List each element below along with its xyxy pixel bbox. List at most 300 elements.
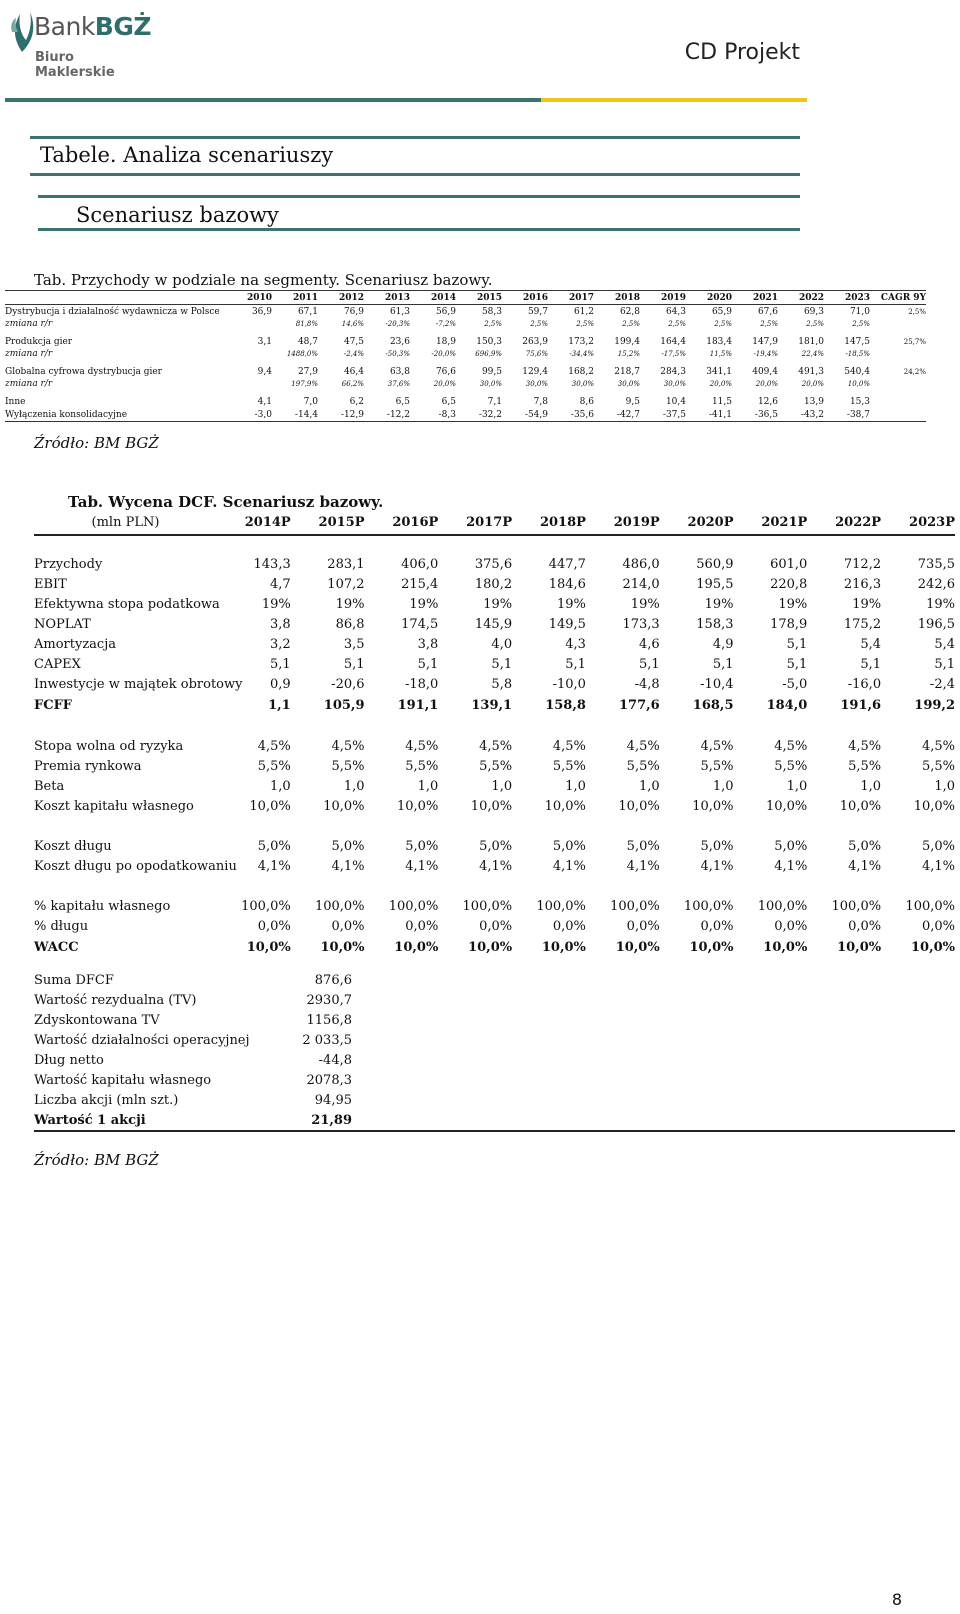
leaf-logo-icon <box>8 10 34 54</box>
value-cell: 107,2 <box>327 576 365 592</box>
value-cell: 10,0% <box>320 939 365 955</box>
value-cell: 10,0% <box>847 380 870 388</box>
table-row <box>34 970 955 990</box>
value-cell: 5,1 <box>786 636 808 652</box>
value-cell: 12,6 <box>757 396 778 407</box>
value-cell: 1,0 <box>343 778 365 794</box>
year-header: 2020P <box>660 510 734 535</box>
empty-cell <box>352 1010 955 1030</box>
year-header: 2018P <box>512 510 586 535</box>
row-label: Globalna cyfrowa dystrybucja gier <box>5 366 162 377</box>
logo-bgz-text: BGŻ <box>94 12 151 41</box>
year-header: 2022P <box>807 510 881 535</box>
value-cell: 197,9% <box>291 380 318 388</box>
year-header: 2017 <box>548 291 594 305</box>
value-cell: 10,0% <box>544 798 586 814</box>
value-cell: -10,0 <box>552 676 586 692</box>
header-bar-teal <box>5 98 541 102</box>
value-cell: 47,5 <box>343 336 364 347</box>
value-cell: 4,0 <box>491 636 513 652</box>
empty-cell <box>352 1090 955 1110</box>
value-cell: 218,7 <box>614 366 640 377</box>
value-cell: 2,5% <box>484 320 502 328</box>
value-cell: -5,0 <box>782 676 808 692</box>
row-label: Zdyskontowana TV <box>34 1012 160 1028</box>
year-header: 2015P <box>291 510 365 535</box>
value-cell: 10,0% <box>910 939 955 955</box>
row-label: Wartość działalności operacyjnej <box>34 1032 250 1048</box>
value-cell: 5,0% <box>774 838 808 854</box>
value-cell: 560,9 <box>696 556 734 572</box>
value-cell: 4,7 <box>270 576 291 592</box>
value-cell: 540,4 <box>844 366 870 377</box>
cagr-cell <box>870 408 926 422</box>
value-cell: 10,0% <box>615 939 660 955</box>
value-cell: 1,0 <box>786 778 808 794</box>
value-cell: 4,1% <box>405 858 439 874</box>
value-cell: 20,0% <box>801 380 824 388</box>
value-cell: 20,0% <box>433 380 456 388</box>
value-cell: 0,0% <box>479 918 513 934</box>
value-cell: 183,4 <box>706 336 732 347</box>
value-cell: 184,6 <box>548 576 586 592</box>
year-header: 2021P <box>734 510 808 535</box>
year-header: 2020 <box>686 291 732 305</box>
value-cell: 18,9 <box>435 336 456 347</box>
page-number: 8 <box>891 1590 902 1609</box>
value-cell: 100,0% <box>610 898 660 914</box>
value-cell: 7,1 <box>487 396 502 407</box>
table-row <box>34 1090 955 1110</box>
value-cell: 10,0% <box>763 939 808 955</box>
year-header: 2023 <box>824 291 870 305</box>
value-cell: 19% <box>852 596 882 612</box>
section-title-top-line <box>30 136 800 139</box>
value-cell: 1,0 <box>639 778 660 794</box>
table-row <box>34 614 955 634</box>
value-cell: 4,5% <box>331 738 365 754</box>
row-label: Koszt długu po opodatkowaniu <box>34 858 237 874</box>
table-row <box>34 936 955 958</box>
value-cell: 3,8 <box>417 636 439 652</box>
value-cell: 1156,8 <box>306 1012 352 1028</box>
value-cell: 447,7 <box>548 556 586 572</box>
value-cell: -16,0 <box>847 676 882 692</box>
row-label: Koszt długu <box>34 838 112 854</box>
value-cell: 0,0% <box>552 918 586 934</box>
value-cell: -42,7 <box>594 408 640 422</box>
source-note-2: Źródło: BM BGŻ <box>34 1151 159 1169</box>
value-cell: 4,5% <box>921 738 955 754</box>
value-cell: -36,5 <box>732 408 778 422</box>
value-cell: 1,0 <box>712 778 734 794</box>
table-row <box>34 1070 955 1090</box>
value-cell: 6,5 <box>441 396 456 407</box>
table-row <box>5 348 926 360</box>
table-row <box>5 318 926 330</box>
value-cell: 5,1 <box>786 656 808 672</box>
segments-revenue-table <box>5 290 926 422</box>
row-label: WACC <box>34 939 79 955</box>
value-cell: 0,0% <box>405 918 439 934</box>
cagr-cell: 2,5% <box>908 307 926 316</box>
value-cell: 4,1% <box>479 858 513 874</box>
value-cell: 5,5% <box>257 758 291 774</box>
value-cell: 2,5% <box>576 320 594 328</box>
year-header: 2019P <box>586 510 660 535</box>
value-cell: 10,0% <box>541 939 586 955</box>
value-cell: 0,0% <box>626 918 660 934</box>
year-header: 2017P <box>438 510 512 535</box>
table-row <box>34 1050 955 1070</box>
table-row <box>34 990 955 1010</box>
value-cell: 2,5% <box>852 320 870 328</box>
value-cell: 21,89 <box>252 1110 352 1131</box>
value-cell: 5,5% <box>331 758 365 774</box>
row-label: Beta <box>34 778 65 794</box>
value-cell: -54,9 <box>502 408 548 422</box>
value-cell: -3,0 <box>226 408 272 422</box>
empty-cell <box>352 990 955 1010</box>
value-cell: 10,0% <box>246 939 291 955</box>
value-cell: 173,2 <box>568 336 594 347</box>
value-cell: 2,5% <box>714 320 732 328</box>
value-cell: 63,8 <box>389 366 410 377</box>
value-cell: 30,0% <box>617 380 640 388</box>
value-cell: 86,8 <box>335 616 365 632</box>
value-cell: 19% <box>483 596 513 612</box>
value-cell: 5,1 <box>860 656 882 672</box>
value-cell: 129,4 <box>522 366 548 377</box>
empty-cell <box>352 970 955 990</box>
year-header: 2015 <box>456 291 502 305</box>
spacer-cell <box>34 535 955 554</box>
section-title: Tabele. Analiza scenariuszy <box>40 143 334 167</box>
year-header: 2022 <box>778 291 824 305</box>
value-cell: 168,5 <box>692 697 734 713</box>
row-label: Inwestycje w majątek obrotowy <box>34 676 243 692</box>
row-label: NOPLAT <box>34 616 91 632</box>
value-cell: 100,0% <box>241 898 291 914</box>
table-row <box>34 776 955 796</box>
table-row <box>34 694 955 716</box>
table-row <box>34 654 955 674</box>
table-row <box>34 1030 955 1050</box>
value-cell: 4,1% <box>626 858 660 874</box>
value-cell: -50,3% <box>385 350 410 358</box>
value-cell: 56,9 <box>435 306 456 317</box>
value-cell: 0,0% <box>774 918 808 934</box>
value-cell: 5,1 <box>565 656 586 672</box>
value-cell: 67,6 <box>757 306 778 317</box>
value-cell: 5,0% <box>257 838 291 854</box>
header-bar-yellow <box>541 98 807 102</box>
value-cell: 100,0% <box>757 898 808 914</box>
row-label: Koszt kapitału własnego <box>34 798 194 814</box>
table-row <box>34 674 955 694</box>
row-label: zmiana r/r <box>5 349 53 359</box>
value-cell: 5,1 <box>712 656 734 672</box>
cagr-header: CAGR 9Y <box>870 291 926 305</box>
value-cell: 5,8 <box>491 676 513 692</box>
value-cell: -7,2% <box>435 320 456 328</box>
value-cell: 712,2 <box>843 556 882 572</box>
value-cell: 164,4 <box>660 336 686 347</box>
value-cell: 199,2 <box>914 697 955 713</box>
value-cell: 3,2 <box>270 636 291 652</box>
value-cell: 4,5% <box>848 738 882 754</box>
value-cell: 283,1 <box>327 556 365 572</box>
value-cell: 10,0% <box>397 798 439 814</box>
spacer-row <box>34 535 955 554</box>
value-cell: 216,3 <box>843 576 882 592</box>
table-row <box>5 408 926 422</box>
value-cell: 1,0 <box>270 778 291 794</box>
year-header: 2023P <box>881 510 955 535</box>
value-cell: 75,6% <box>525 350 548 358</box>
value-cell: 100,0% <box>683 898 734 914</box>
year-header: 2016 <box>502 291 548 305</box>
value-cell: 7,0 <box>303 396 318 407</box>
row-label: FCFF <box>34 697 73 713</box>
value-cell: 100,0% <box>314 898 365 914</box>
table-row <box>34 836 955 856</box>
value-cell: 105,9 <box>323 697 365 713</box>
value-cell: -17,5% <box>661 350 686 358</box>
table-row <box>5 335 926 348</box>
value-cell: 174,5 <box>401 616 439 632</box>
segments-table-caption: Tab. Przychody w podziale na segmenty. Scenariusz bazowy. <box>34 271 493 289</box>
value-cell: -20,6 <box>331 676 365 692</box>
value-cell: 199,4 <box>614 336 640 347</box>
value-cell: -35,6 <box>548 408 594 422</box>
value-cell: 6,2 <box>349 396 364 407</box>
value-cell: -4,8 <box>634 676 660 692</box>
row-label: % kapitału własnego <box>34 898 171 914</box>
value-cell: 147,9 <box>752 336 778 347</box>
subsection-title-bottom-line <box>38 228 800 231</box>
value-cell: 191,1 <box>397 697 439 713</box>
value-cell: 4,1% <box>774 858 808 874</box>
value-cell: 242,6 <box>917 576 955 592</box>
bank-bgz-logo <box>8 6 158 80</box>
value-cell: 696,9% <box>475 350 502 358</box>
value-cell: 5,5% <box>552 758 586 774</box>
value-cell: 100,0% <box>536 898 586 914</box>
value-cell: 4,5% <box>479 738 513 754</box>
value-cell: 19% <box>926 596 955 612</box>
year-header: 2019 <box>640 291 686 305</box>
row-label: Premia rynkowa <box>34 758 142 774</box>
value-cell: 8,6 <box>579 396 594 407</box>
value-cell: 5,0% <box>331 838 365 854</box>
value-cell: 10,0% <box>913 798 955 814</box>
value-cell: 2 033,5 <box>302 1032 352 1048</box>
value-cell: 735,5 <box>917 556 955 572</box>
spacer-cell <box>34 816 955 836</box>
value-cell: 15,2% <box>617 350 640 358</box>
value-cell: 1,0 <box>491 778 513 794</box>
table-row <box>5 378 926 390</box>
value-cell: 27,9 <box>297 366 318 377</box>
value-cell: 81,8% <box>295 320 318 328</box>
value-cell: 5,0% <box>405 838 439 854</box>
value-cell: 5,0% <box>479 838 513 854</box>
value-cell: 184,0 <box>766 697 808 713</box>
value-cell: 150,3 <box>476 336 502 347</box>
unit-label: (mln PLN) <box>34 510 217 535</box>
value-cell: -12,2 <box>364 408 410 422</box>
value-cell: 4,1% <box>552 858 586 874</box>
valuation-summary-table <box>34 970 955 1132</box>
value-cell: 406,0 <box>401 556 439 572</box>
value-cell: 4,5% <box>257 738 291 754</box>
value-cell: 30,0% <box>479 380 502 388</box>
value-cell: 284,3 <box>660 366 686 377</box>
table-row <box>34 594 955 614</box>
value-cell: 177,6 <box>618 697 660 713</box>
value-cell: 19% <box>557 596 586 612</box>
value-cell: 19% <box>261 596 291 612</box>
value-cell: 143,3 <box>253 556 291 572</box>
value-cell: 10,0% <box>839 798 882 814</box>
value-cell: 19% <box>630 596 660 612</box>
value-cell: -43,2 <box>778 408 824 422</box>
value-cell: 1,0 <box>565 778 586 794</box>
value-cell: -2,4% <box>343 350 364 358</box>
value-cell: 2078,3 <box>306 1072 352 1088</box>
value-cell: 0,0% <box>257 918 291 934</box>
empty-cell <box>352 1070 955 1090</box>
value-cell: 3,8 <box>270 616 291 632</box>
row-label: Produkcja gier <box>5 336 73 347</box>
table-row <box>34 896 955 916</box>
logo-wordmark <box>34 12 151 41</box>
table-row <box>34 574 955 594</box>
value-cell: 1,1 <box>268 697 291 713</box>
value-cell: 4,6 <box>639 636 660 652</box>
value-cell: 4,5% <box>552 738 586 754</box>
value-cell: 191,6 <box>840 697 882 713</box>
row-label: zmiana r/r <box>5 379 53 389</box>
subsection-title: Scenariusz bazowy <box>76 203 279 227</box>
dcf-valuation-table <box>34 510 955 958</box>
value-cell: 5,4 <box>860 636 882 652</box>
value-cell: 181,0 <box>798 336 824 347</box>
value-cell: 59,7 <box>527 306 548 317</box>
value-cell: 168,2 <box>568 366 594 377</box>
value-cell: 30,0% <box>663 380 686 388</box>
value-cell: -37,5 <box>640 408 686 422</box>
cagr-cell <box>870 318 926 330</box>
value-cell: 20,0% <box>709 380 732 388</box>
row-label: Stopa wolna od ryzyka <box>34 738 184 754</box>
row-label: Efektywna stopa podatkowa <box>34 596 220 612</box>
value-cell: 5,4 <box>934 636 955 652</box>
value-cell: 341,1 <box>706 366 732 377</box>
value-cell <box>226 318 272 330</box>
value-cell: 158,3 <box>696 616 734 632</box>
year-header: 2010 <box>226 291 272 305</box>
row-label: Przychody <box>34 556 103 572</box>
value-cell: 1,0 <box>417 778 439 794</box>
row-label: Wartość kapitału własnego <box>34 1072 212 1088</box>
dcf-table-caption: Tab. Wycena DCF. Scenariusz bazowy. <box>68 493 384 511</box>
value-cell: 3,5 <box>343 636 365 652</box>
value-cell: -34,4% <box>569 350 594 358</box>
value-cell: 62,8 <box>619 306 640 317</box>
value-cell: 11,5% <box>709 350 732 358</box>
table-header-row <box>34 510 955 535</box>
value-cell: 19% <box>778 596 808 612</box>
empty-cell <box>352 1110 955 1131</box>
value-cell: 5,1 <box>417 656 439 672</box>
value-cell: 100,0% <box>905 898 955 914</box>
value-cell: 220,8 <box>770 576 808 592</box>
value-cell <box>226 348 272 360</box>
value-cell: 76,9 <box>343 306 364 317</box>
value-cell: 486,0 <box>622 556 660 572</box>
row-label: Wartość 1 akcji <box>34 1110 252 1131</box>
value-cell: 100,0% <box>831 898 882 914</box>
value-cell: 4,1% <box>921 858 955 874</box>
value-cell: 4,1% <box>331 858 365 874</box>
value-cell: 10,4 <box>665 396 686 407</box>
value-cell: 10,0% <box>323 798 365 814</box>
value-cell: 876,6 <box>314 972 352 988</box>
value-cell: 195,5 <box>696 576 734 592</box>
value-cell: 58,3 <box>481 306 502 317</box>
value-cell: 14,6% <box>341 320 364 328</box>
cagr-cell <box>870 378 926 390</box>
value-cell: 5,0% <box>921 838 955 854</box>
value-cell: 11,5 <box>711 396 732 407</box>
value-cell: 22,4% <box>801 350 824 358</box>
value-cell: -14,4 <box>272 408 318 422</box>
value-cell: 145,9 <box>474 616 513 632</box>
year-header: 2012 <box>318 291 364 305</box>
subsection-title-top-line <box>38 195 800 198</box>
value-cell: 10,0% <box>249 798 291 814</box>
header-empty-cell <box>5 291 226 305</box>
cagr-cell: 24,2% <box>903 367 926 376</box>
value-cell: 4,9 <box>712 636 734 652</box>
cagr-cell <box>870 395 926 408</box>
row-label: Liczba akcji (mln szt.) <box>34 1092 179 1108</box>
value-cell: 5,5% <box>848 758 882 774</box>
year-header: 2018 <box>594 291 640 305</box>
value-cell: 10,0% <box>394 939 439 955</box>
value-cell: 196,5 <box>917 616 955 632</box>
value-cell: 100,0% <box>462 898 513 914</box>
value-cell: 10,0% <box>468 939 513 955</box>
value-cell: -44,8 <box>318 1052 352 1068</box>
value-cell: 0,9 <box>270 676 291 692</box>
value-cell: 76,6 <box>435 366 456 377</box>
value-cell: 2930,7 <box>306 992 352 1008</box>
year-header: 2014 <box>410 291 456 305</box>
value-cell: 6,5 <box>395 396 410 407</box>
year-header: 2011 <box>272 291 318 305</box>
value-cell: 65,9 <box>711 306 732 317</box>
value-cell: 2,5% <box>806 320 824 328</box>
value-cell: 100,0% <box>388 898 439 914</box>
table-row <box>5 365 926 378</box>
source-note-1: Źródło: BM BGŻ <box>34 434 159 452</box>
value-cell: 175,2 <box>843 616 882 632</box>
value-cell: 19% <box>409 596 439 612</box>
table-row <box>34 1010 955 1030</box>
